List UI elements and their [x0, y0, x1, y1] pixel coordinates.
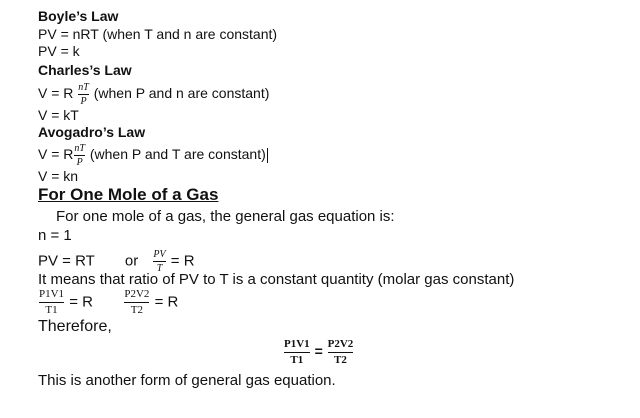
- closing-statement: This is another form of general gas equation.: [38, 372, 336, 389]
- charles-law-heading: Charles’s Law: [38, 62, 132, 78]
- charles-law-line1: V = R $\frac{nT}{P}$ (when P and n are constant): [38, 82, 270, 107]
- pv-over-t-fraction: $\frac{PV}{T}$: [153, 249, 166, 274]
- nt-over-p-fraction: $\frac{nT}{P}$: [74, 143, 85, 168]
- nt-over-p-fraction: $\frac{nT}{P}$: [78, 82, 89, 107]
- avogadros-law-line2: V = kn: [38, 168, 79, 184]
- therefore-text: Therefore,: [38, 318, 112, 335]
- one-mole-n: n = 1: [38, 227, 72, 244]
- charles-law-line2: V = kT: [38, 107, 79, 123]
- boyles-law-line2: PV = k: [38, 43, 80, 59]
- one-mole-heading: For One Mole of a Gas: [38, 185, 219, 204]
- p2v2-over-t2-fraction: $\frac{P2V2}{T2}$: [124, 288, 150, 316]
- avogadros-law-heading: Avogadro’s Law: [38, 124, 146, 140]
- avogadros-law-line1: V = R $\frac{nT}{P}$ (when P and T are constant): [38, 143, 266, 168]
- final-equation: $\frac{P1V1}{T1}$ = $\frac{P2V2}{T2}$: [284, 338, 354, 366]
- p1v1-over-t1-fraction: $\frac{P1V1}{T1}$: [39, 288, 65, 316]
- boyles-law-line1: PV = nRT (when T and n are constant): [38, 26, 278, 42]
- text-cursor: [267, 148, 268, 163]
- pv-rt-line: PV = RT or $\frac{PV}{T}$ = R: [38, 249, 195, 274]
- p2v2-over-t2-fraction: $\frac{P2V2}{T2}$: [327, 338, 354, 366]
- one-mole-intro: For one mole of a gas, the general gas equation is:: [56, 208, 395, 225]
- boyles-law-heading: Boyle’s Law: [38, 8, 119, 24]
- ratio-statement: It means that ratio of PV to T is a constant quantity (molar gas constant): [38, 271, 515, 288]
- p1v1-p2v2-line: $\frac{P1V1}{T1}$ = R $\frac{P2V2}{T2}$ = R: [39, 288, 179, 316]
- p1v1-over-t1-fraction: $\frac{P1V1}{T1}$: [284, 338, 310, 366]
